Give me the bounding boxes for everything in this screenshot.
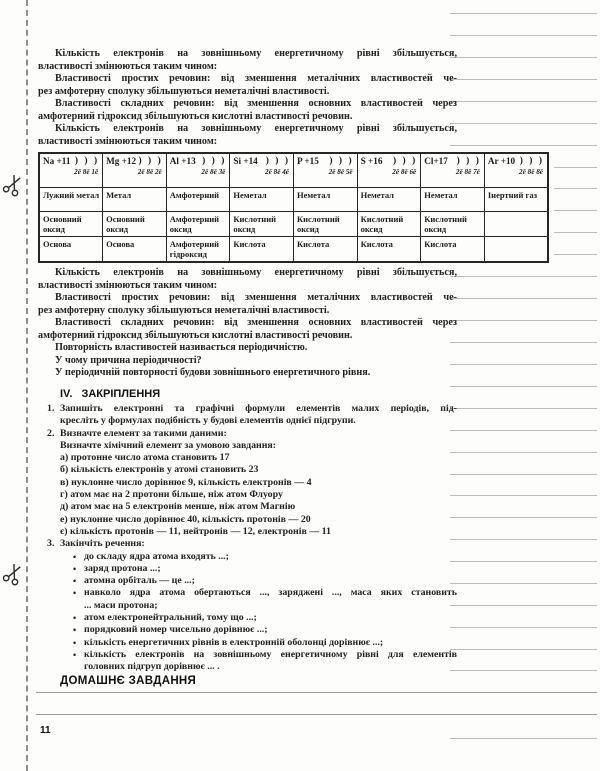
element-property-cell: Лужний метал — [39, 188, 103, 212]
notes-line — [450, 364, 597, 365]
element-property-cell: Кислота — [230, 237, 294, 263]
element-header-cell — [421, 153, 485, 188]
section-title: ЗАКРІПЛЕННЯ — [81, 388, 161, 400]
homework-heading: ДОМАШНЄ ЗАВДАННЯ — [60, 675, 197, 687]
element-property-cell: Кислотний оксид — [421, 212, 485, 237]
scissors-icon — [0, 168, 29, 200]
element-header-cell — [357, 153, 421, 188]
text-line: властивості змінюються таким чином: — [38, 60, 218, 72]
electron-shell-arcs: ) ) ) — [265, 156, 290, 166]
section-heading — [60, 388, 160, 400]
text-line: Властивості простих речовин: від зменшення металічних властивостей че- — [55, 292, 457, 304]
notes-line — [554, 188, 597, 189]
element-property-cell: Неметал — [230, 188, 294, 212]
notes-line — [450, 57, 597, 58]
item-number: 1. — [47, 403, 55, 414]
notes-line — [450, 605, 597, 606]
notes-line — [450, 145, 597, 146]
summary-text-block — [38, 267, 457, 380]
text-line: рез амфотерну сполуку збільшуються неметалічні властивості. — [38, 304, 330, 316]
notes-line — [450, 342, 597, 343]
item-number: 2. — [47, 427, 55, 439]
list-line: е) нуклонне число дорівнює 40, кількість протонів — 20 — [60, 513, 311, 525]
notes-line — [554, 167, 597, 168]
element-property-cell — [484, 237, 548, 263]
electron-shell-counts: 2ē 8ē 2ē — [137, 168, 162, 176]
element-symbol-charge: Na +11 — [43, 156, 71, 166]
electron-shell-counts: 2ē 8ē 3ē — [201, 168, 226, 176]
electron-shell-counts: 2ē 8ē 6ē — [392, 168, 417, 176]
list-line: а) протонне число атома становить 17 — [60, 452, 230, 464]
list-line: 1. Запишіть електронні та графічні формули елементів малих періодів, під- — [47, 403, 457, 414]
element-property-cell: Неметал — [421, 188, 485, 212]
element-property-cell: Неметал — [294, 188, 358, 212]
element-property-cell: Метал — [103, 188, 167, 212]
element-property-cell: Кислота — [294, 237, 358, 263]
element-symbol-charge: Ar +10 — [487, 156, 516, 166]
list-line: д) атом має на 5 електронів менше, ніж атом Магнію — [60, 501, 296, 513]
element-property-cell: Кислотний оксид — [294, 212, 358, 237]
list-line: кресліть у формулах подібність у будові елементів однієї підгрупи. — [60, 415, 356, 427]
electron-shell-arcs: ) ) ) — [456, 156, 481, 166]
text-line: Властивості складних речовин: від зменшення основних властивостей через — [55, 317, 457, 329]
homework-writing-line — [36, 714, 597, 715]
element-property-cell: Амфотерний гідроксид — [166, 237, 230, 263]
list-line: 2. Визначте елемент за такими даними: — [47, 427, 227, 439]
element-symbol-charge: S +16 — [360, 156, 383, 166]
bullet-icon: • — [73, 576, 77, 587]
electron-shell-arcs: ) ) ) — [74, 156, 100, 166]
cut-dashed-line — [26, 0, 28, 771]
notes-line — [450, 276, 597, 277]
electron-shell-arcs: ) ) ) — [393, 156, 418, 166]
homework-writing-line — [36, 692, 597, 693]
bullet-icon: • — [73, 625, 77, 636]
notes-line — [450, 452, 597, 453]
electron-shell-arcs: ) ) ) — [202, 156, 227, 166]
elements-table — [38, 152, 549, 263]
element-symbol-charge: Mg +12 — [106, 156, 137, 166]
notes-line — [554, 232, 597, 233]
bullet-icon: • — [73, 613, 77, 624]
notes-line — [450, 670, 597, 671]
table-row — [39, 212, 548, 237]
notes-line — [450, 386, 597, 387]
scissors-icon — [0, 557, 29, 589]
text-line: Кількість електронів на зовнішньому енергетичному рівні збільшується, — [55, 267, 457, 278]
element-property-cell: Кислотний оксид — [357, 212, 421, 237]
bullet-icon: • — [73, 563, 77, 574]
element-property-cell: Кислотний оксид — [230, 212, 294, 237]
bullet-icon: • — [73, 637, 77, 648]
electron-shell-counts: 2ē 8ē 7ē — [455, 168, 480, 176]
bullet-line: • атомна орбіталь — це ...; — [73, 575, 195, 587]
bullet-line: • атом електронейтральний, тому що ...; — [73, 612, 257, 624]
element-property-cell: Інертний газ — [484, 188, 548, 212]
table-row — [39, 153, 548, 188]
list-line: б) кількість електронів у атомі становить 23 — [60, 464, 259, 476]
notes-line — [450, 495, 597, 496]
electron-shell-counts: 2ē 8ē 4ē — [265, 168, 289, 176]
electron-shell-arcs: ) ) ) — [519, 156, 544, 166]
element-symbol-charge: Al +13 — [169, 156, 196, 166]
text-line: рез амфотерну сполуку збільшуються неметалічні властивості. — [38, 85, 330, 97]
notes-line — [450, 430, 597, 431]
notes-line — [450, 79, 597, 80]
bullet-line: • до складу ядра атома входять ...; — [73, 550, 229, 562]
notes-line — [450, 539, 597, 540]
electron-shell-arcs: ) ) ) — [329, 156, 354, 166]
bullet-line: • заряд протона ...; — [73, 562, 161, 574]
element-header-cell — [166, 153, 230, 188]
list-line: є) кількість протонів — 11, нейтронів — 12, електронів — 11 — [60, 525, 331, 537]
bullet-line: ... маси протона; — [84, 599, 158, 611]
text-line: Кількість електронів на зовнішньому енергетичному рівні збільшується, — [55, 123, 457, 135]
element-property-cell: Амфотерний — [166, 188, 230, 212]
electron-shell-counts: 2ē 8ē 1ē — [74, 168, 99, 176]
text-line: Кількість електронів на зовнішньому енергетичному рівні збільшується, — [55, 48, 457, 59]
element-property-cell: Неметал — [357, 188, 421, 212]
element-property-cell: Кислота — [357, 237, 421, 263]
element-property-cell: Основний оксид — [103, 212, 167, 237]
section-number: IV. — [60, 388, 73, 400]
text-line: Повторність властивостей називається періодичністю. — [55, 342, 308, 354]
list-line: г) атом має на 2 протони більше, ніж атом Флуору — [60, 489, 283, 501]
item-number: 3. — [47, 538, 55, 550]
notes-line — [450, 474, 597, 475]
notes-line — [450, 13, 597, 14]
list-line: 3. Закінчіть речення: — [47, 538, 145, 550]
notes-line — [450, 649, 597, 650]
bullet-line: • кількість електронів на зовнішньому енергетичному рівні для елементів — [73, 648, 457, 660]
element-property-cell: Основа — [103, 237, 167, 263]
notes-line — [554, 254, 597, 255]
text-line: амфотерний гідроксид збільшуються кислотні властивості речовин. — [38, 110, 353, 122]
electron-shell-counts: 2ē 8ē 5ē — [328, 168, 353, 176]
notes-line — [450, 517, 597, 518]
text-line: У періодичній повторності будови зовнішнього енергетичного рівня. — [55, 367, 371, 379]
element-symbol-charge: P +15 — [297, 156, 319, 166]
intro-text-block — [38, 48, 457, 148]
text-line: У чому причина періодичності? — [55, 354, 202, 366]
element-property-cell: Основа — [39, 237, 103, 263]
notes-line — [450, 408, 597, 409]
text-line: Властивості простих речовин: від зменшення металічних властивостей че- — [55, 73, 457, 85]
notes-line — [554, 210, 597, 211]
notes-line — [450, 101, 597, 102]
notes-line — [450, 561, 597, 562]
list-line: в) нуклонне число дорівнює 9, кількість електронів — 4 — [60, 476, 312, 488]
notes-line — [450, 738, 597, 739]
element-header-cell — [103, 153, 167, 188]
bullet-line: • кількість енергетичних рівнів в електронній оболонці дорівнює ...; — [73, 636, 384, 648]
notes-line — [450, 627, 597, 628]
notes-line — [450, 583, 597, 584]
bullet-line: головних підгруп дорівнює ... . — [84, 661, 220, 673]
bullet-icon: • — [73, 551, 77, 562]
bullet-line: • порядковий номер чисельно дорівнює ...; — [73, 624, 268, 636]
closure-list — [47, 403, 457, 674]
element-header-cell — [484, 153, 548, 188]
electron-shell-counts: 2ē 8ē 8ē — [519, 168, 543, 176]
text-line: амфотерний гідроксид збільшуються кислотні властивості речовин. — [38, 329, 353, 341]
element-header-cell — [230, 153, 294, 188]
bullet-icon: • — [73, 588, 77, 599]
page-number: 11 — [40, 725, 51, 736]
element-symbol-charge: Cl+17 — [424, 156, 448, 166]
notes-line — [450, 123, 597, 124]
element-property-cell — [484, 212, 548, 237]
notes-line — [450, 298, 597, 299]
notes-line — [450, 320, 597, 321]
table-row — [39, 237, 548, 263]
element-property-cell: Кислота — [421, 237, 485, 263]
notes-line — [450, 35, 597, 36]
text-line: властивості змінюються таким чином: — [38, 135, 218, 147]
text-line: Властивості складних речовин: від зменшення основних властивостей через — [55, 98, 457, 110]
element-header-cell — [294, 153, 358, 188]
element-property-cell: Амфотерний оксид — [166, 212, 230, 237]
electron-shell-arcs: ) ) ) — [138, 156, 163, 166]
table-row — [39, 188, 548, 212]
element-symbol-charge: Si +14 — [233, 156, 258, 166]
bullet-line: • навколо ядра атома обертаються ..., заряджені ..., маса яких становить — [73, 587, 457, 599]
text-line: властивості змінюються таким чином: — [38, 279, 218, 291]
element-property-cell: Основний оксид — [39, 212, 103, 237]
bullet-icon: • — [73, 649, 77, 660]
list-line: Визначте хімічний елемент за умовою завдання: — [60, 439, 277, 451]
element-header-cell — [39, 153, 103, 188]
